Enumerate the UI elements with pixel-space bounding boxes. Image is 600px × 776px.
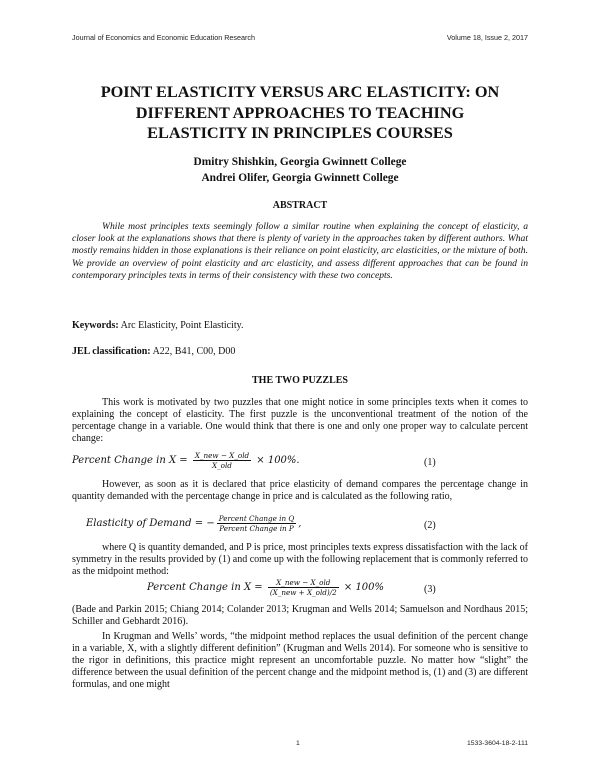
eq2-lhs: Elasticity of Demand = − <box>86 518 215 529</box>
eq3-fraction <box>268 578 339 597</box>
paragraph-2: However, as soon as it is declared that price elasticity of demand compares the percentage change in quantity demanded with the percentage change in price and is calculated as the following ratio, <box>72 479 528 503</box>
eq3-numerator: X_new − X_old <box>268 578 339 588</box>
equation-2 <box>86 514 301 533</box>
eq1-lhs: Percent Change in X = <box>72 455 191 466</box>
author-list <box>60 155 540 186</box>
eq2-numerator: Percent Change in Q <box>218 514 295 523</box>
jel-value: A22, B41, C00, D00 <box>150 346 236 357</box>
paragraph-3: where Q is quantity demanded, and P is price, most principles texts express dissatisfaction with the lack of symmetry in the results provided by (1) and come up with the following replacement that is commonly referred to as the midpoint method: <box>72 542 528 578</box>
volume-issue: Volume 18, Issue 2, 2017 <box>446 33 528 42</box>
author-line: Dmitry Shishkin, Georgia Gwinnett College <box>193 156 407 168</box>
keywords-line <box>72 320 243 331</box>
equation-3 <box>147 578 384 597</box>
eq1-rhs: × 100%. <box>253 455 300 466</box>
equation-1 <box>72 451 300 470</box>
keywords-value: Arc Elasticity, Point Elasticity. <box>118 320 244 331</box>
abstract-text: While most principles texts seemingly follow a similar routine when explaining the concept of elasticity, a closer look at the explanations shows that there is plenty of variety in the approaches taken by different authors. What mostly remains hidden in those explanations is their reliance on point elasticity, arc elasticities, or the mixture of both. We provide an overview of point elasticity and arc elasticity, and assess different approaches that can be found in contemporary principles texts in terms of their consistency with these two concepts. <box>72 221 528 281</box>
abstract-heading: ABSTRACT <box>272 200 328 211</box>
paragraph-5: In Krugman and Wells’ words, “the midpoint method replaces the usual definition of the percent change in a variable, X, with a slightly different definition” (Krugman and Wells 2014). For someone who is sensitive to the rigor in definitions, this practice might represent an uncomfortable puzzle. No matter how “slight” the difference between the usual definition of the percent change and the midpoint method is, (1) and (3) are different formulas, and one might <box>72 631 528 691</box>
equation-2-label: (2) <box>424 520 436 531</box>
keywords-label: Keywords: <box>72 320 119 331</box>
title-line: POINT ELASTICITY VERSUS ARC ELASTICITY: ON <box>100 82 500 101</box>
eq2-fraction <box>217 514 297 533</box>
equation-3-label: (3) <box>424 584 436 595</box>
journal-name: Journal of Economics and Economic Education Research <box>72 33 255 42</box>
jel-line <box>72 346 235 357</box>
paper-title <box>60 82 540 144</box>
author-line: Andrei Olifer, Georgia Gwinnett College <box>201 171 399 184</box>
eq3-rhs: × 100% <box>340 582 385 593</box>
eq2-denominator: Percent Change in P <box>219 524 294 533</box>
section-heading: THE TWO PUZZLES <box>252 375 348 386</box>
eq1-denominator: X_old <box>211 461 232 470</box>
eq3-denominator: (X_new + X_old)/2 <box>269 588 337 597</box>
equation-1-label: (1) <box>424 457 436 468</box>
jel-label: JEL classification: <box>72 346 151 357</box>
paragraph-1: This work is motivated by two puzzles that one might notice in some principles texts when it comes to explaining the concept of elasticity. The first puzzle is the unconventional treatment of the notion of the percentage change in a variable. One would think that there is one and only one proper way to calculate percent change: <box>72 397 528 445</box>
eq2-rhs: , <box>298 518 302 529</box>
title-line: ELASTICITY IN PRINCIPLES COURSES <box>147 123 453 142</box>
eq3-lhs: Percent Change in X = <box>147 582 266 593</box>
article-code: 1533-3604-18-2-111 <box>467 740 528 747</box>
paragraph-4: (Bade and Parkin 2015; Chiang 2014; Colander 2013; Krugman and Wells 2014; Samuelson and Nordhaus 2015; Schiller and Gebhardt 2016). <box>72 604 528 628</box>
eq1-fraction <box>193 451 251 470</box>
eq1-numerator: X_new − X_old <box>194 451 250 460</box>
title-line: DIFFERENT APPROACHES TO TEACHING <box>135 102 465 122</box>
page-number: 1 <box>296 740 300 747</box>
